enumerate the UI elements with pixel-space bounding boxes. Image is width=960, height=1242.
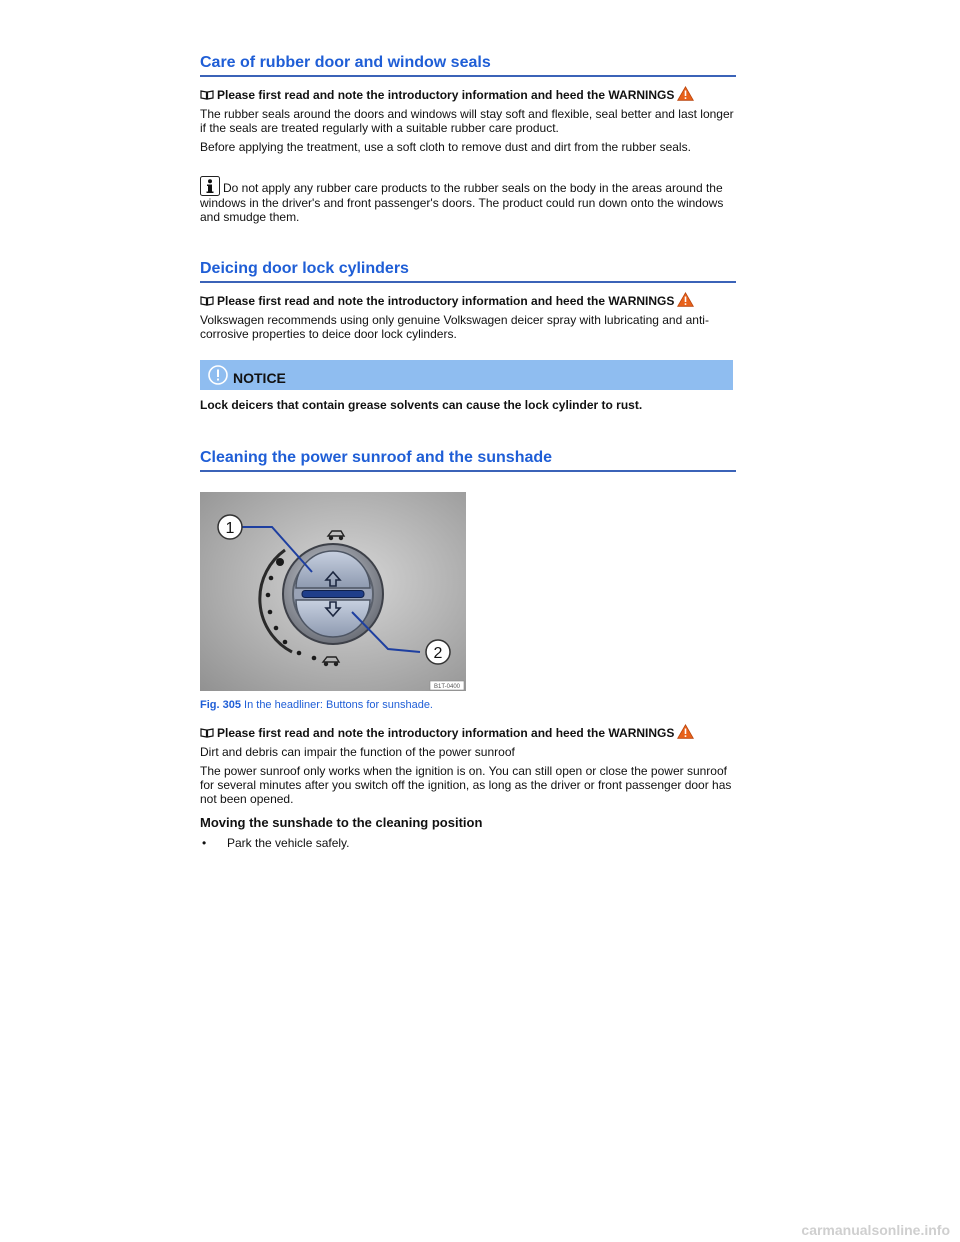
warning-triangle-icon[interactable] bbox=[677, 292, 694, 307]
paragraph: Before applying the treatment, use a soft cloth to remove dust and dirt from the rubber seals. bbox=[200, 140, 691, 154]
list-item bbox=[200, 836, 736, 850]
list-item-text: Park the vehicle safely. bbox=[227, 836, 350, 850]
book-icon bbox=[200, 728, 214, 738]
notice-title: NOTICE bbox=[233, 370, 286, 386]
paragraph: The rubber seals around the doors and windows will stay soft and flexible, seal better and last longer if the seals are treated regularly with a suitable rubber care product. bbox=[200, 107, 734, 135]
note-text: Please first read and note the introductory information and heed the WARNINGS bbox=[217, 726, 675, 740]
warning-reference-note bbox=[200, 292, 736, 309]
warning-triangle-icon[interactable] bbox=[677, 86, 694, 101]
figure-code: B1T-0400 bbox=[433, 684, 461, 690]
paragraph: The power sunroof only works when the ignition is on. You can still open or close the power sunroof for several minutes after you switch off the ignition, as long as the driver or front passenger door has not been opened. bbox=[200, 764, 732, 806]
notice-box bbox=[200, 360, 733, 390]
subheading: Moving the sunshade to the cleaning position bbox=[200, 815, 483, 830]
book-icon bbox=[200, 296, 214, 306]
tip-paragraph bbox=[200, 176, 736, 224]
info-icon bbox=[200, 176, 220, 196]
callout-1-number: 1 bbox=[225, 520, 235, 537]
section-heading-rubber-seals: Care of rubber door and window seals bbox=[200, 53, 736, 77]
callout-2-number: 2 bbox=[433, 645, 443, 662]
watermark: carmanualsonline.info bbox=[801, 1222, 950, 1238]
sunshade-buttons-illustration bbox=[200, 492, 466, 691]
warning-triangle-icon[interactable] bbox=[677, 724, 694, 739]
bullet-mark: • bbox=[202, 836, 207, 850]
notice-text: Lock deicers that contain grease solvents can cause the lock cylinder to rust. bbox=[200, 398, 643, 412]
sunshade-buttons-figure bbox=[200, 492, 466, 691]
section-heading-sunroof: Cleaning the power sunroof and the sunshade bbox=[200, 448, 736, 472]
tip-text: Do not apply any rubber care products to the rubber seals on the body in the areas around the windows in the driver's and front passenger's doors. The product could run down onto the windows and smudge them. bbox=[200, 181, 724, 224]
paragraph: Volkswagen recommends using only genuine Volkswagen deicer spray with lubricating and anti-corrosive properties to deice door lock cylinders. bbox=[200, 313, 709, 341]
warning-reference-note bbox=[200, 86, 736, 103]
section-heading-deicing: Deicing door lock cylinders bbox=[200, 259, 736, 283]
exclamation-circle-icon bbox=[208, 365, 228, 385]
figure-caption bbox=[200, 698, 736, 712]
paragraph: Dirt and debris can impair the function of the power sunroof bbox=[200, 745, 515, 759]
figure-number: Fig. 305 bbox=[200, 699, 241, 711]
note-text: Please first read and note the introductory information and heed the WARNINGS bbox=[217, 88, 675, 102]
figure-caption-text: In the headliner: Buttons for sunshade. bbox=[244, 699, 433, 711]
book-icon bbox=[200, 90, 214, 100]
warning-reference-note bbox=[200, 724, 736, 741]
note-text: Please first read and note the introductory information and heed the WARNINGS bbox=[217, 294, 675, 308]
